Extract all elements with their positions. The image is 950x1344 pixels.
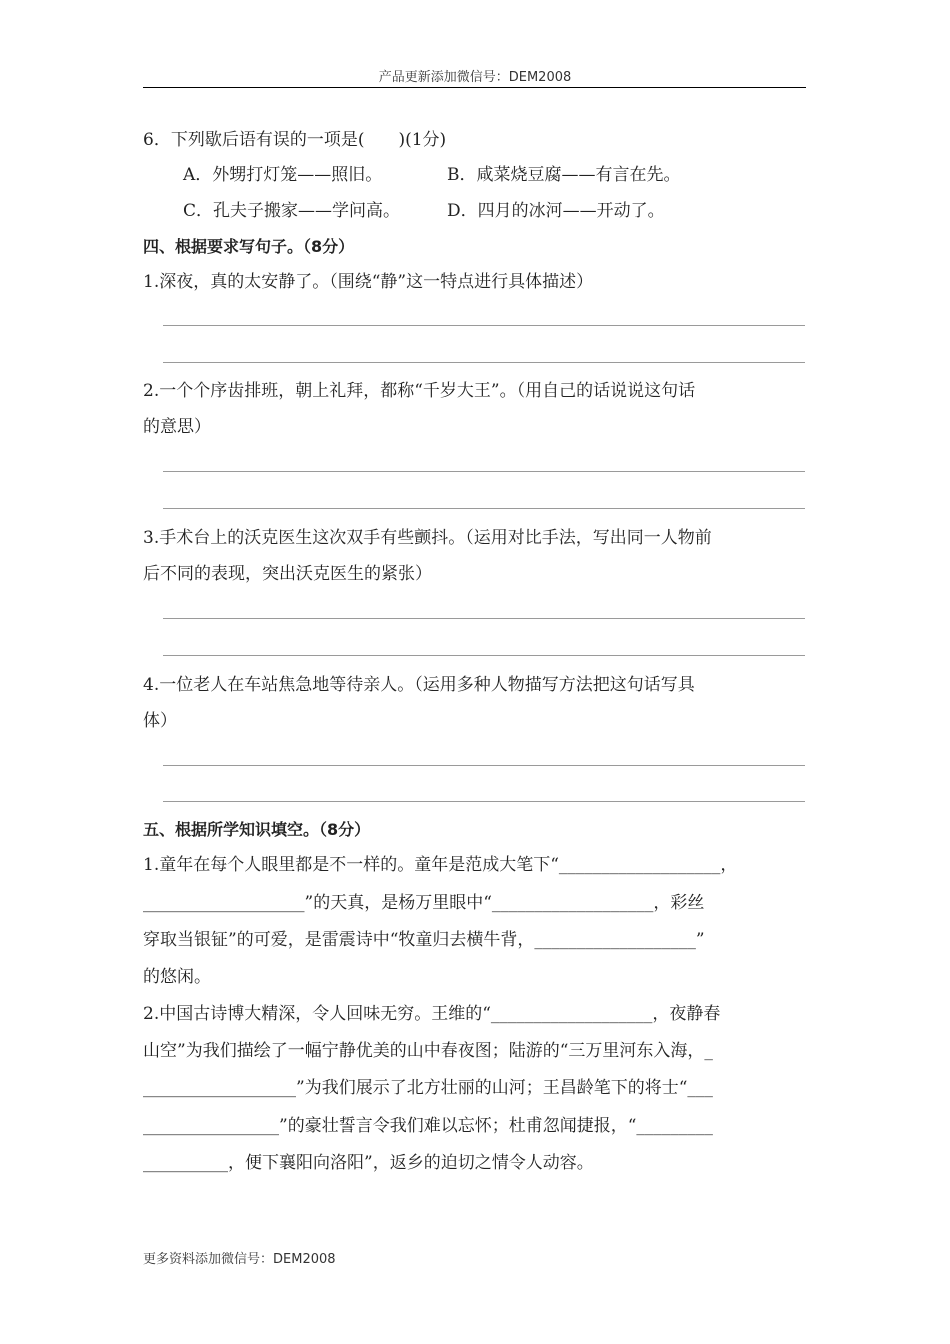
s5-q1-line-2: ___________________”的天真，是杨万里眼中“___________________，彩丝 [143,893,705,913]
s4-q4-answer-line-1[interactable] [163,765,805,766]
q6-options-row-2 [183,199,853,223]
q6-options-row-1 [183,163,853,187]
q6-option-c: C．孔夫子搬家——学问高。 [183,201,401,221]
s5-q1-line-1: 1.童年在每个人眼里都是不一样的。童年是范成大笔下“___________________， [143,855,738,875]
s4-q3-answer-line-1[interactable] [163,618,805,619]
section5-title: 五、根据所学知识填空。（8分） [143,820,371,839]
s4-q3-answer-line-2[interactable] [163,655,805,656]
page-footer: 更多资料添加微信号：DEM2008 [143,1252,336,1267]
s5-q2-line-3: __________________”为我们展示了北方壮丽的山河；王昌龄笔下的将士“___ [143,1078,713,1098]
s4-q2-answer-line-2[interactable] [163,508,805,509]
s4-q1-line-1: 1.深夜，真的太安静了。（围绕“静”这一特点进行具体描述） [143,272,594,292]
page-header: 产品更新添加微信号：DEM2008 [378,70,572,85]
s4-q3-line-2: 后不同的表现，突出沃克医生的紧张） [143,564,432,584]
s5-q2-line-2: 山空”为我们描绘了一幅宁静优美的山中春夜图；陆游的“三万里河东入海，_ [143,1041,713,1061]
s4-q2-answer-line-1[interactable] [163,471,805,472]
s4-q4-line-2: 体） [143,711,177,731]
header-divider [143,87,806,88]
s5-q1-line-3: 穿取当银钲”的可爱，是雷震诗中“牧童归去横牛背，___________________” [143,930,705,950]
s4-q1-answer-line-1[interactable] [163,325,805,326]
s5-q2-line-1: 2.中国古诗博大精深，令人回味无穷。王维的“___________________，夜静春 [143,1004,721,1024]
q6-option-d: D．四月的冰河——开动了。 [447,201,665,221]
s5-q2-line-4: ________________”的豪壮誓言令我们难以忘怀；杜甫忽闻捷报，“_________ [143,1116,713,1136]
s5-q1-line-4: 的悠闲。 [143,967,211,987]
section4-title: 四、根据要求写句子。（8分） [143,237,355,256]
s5-q2-line-5: __________，便下襄阳向洛阳”，返乡的迫切之情令人动容。 [143,1153,594,1173]
s4-q2-line-1: 2.一个个序齿排班，朝上礼拜，都称“千岁大王”。（用自己的话说说这句话 [143,381,696,401]
q6-option-b: B．咸菜烧豆腐——有言在先。 [447,165,681,185]
s4-q2-line-2: 的意思） [143,417,211,437]
s4-q4-line-1: 4.一位老人在车站焦急地等待亲人。（运用多种人物描写方法把这句话写具 [143,675,695,695]
s4-q1-answer-line-2[interactable] [163,362,805,363]
q6-option-a: A．外甥打灯笼——照旧。 [183,165,383,185]
s4-q3-line-1: 3.手术台上的沃克医生这次双手有些颤抖。（运用对比手法，写出同一人物前 [143,528,712,548]
q6-stem: 6．下列歇后语有误的一项是( )(1分) [143,130,447,150]
s4-q4-answer-line-2[interactable] [163,801,805,802]
